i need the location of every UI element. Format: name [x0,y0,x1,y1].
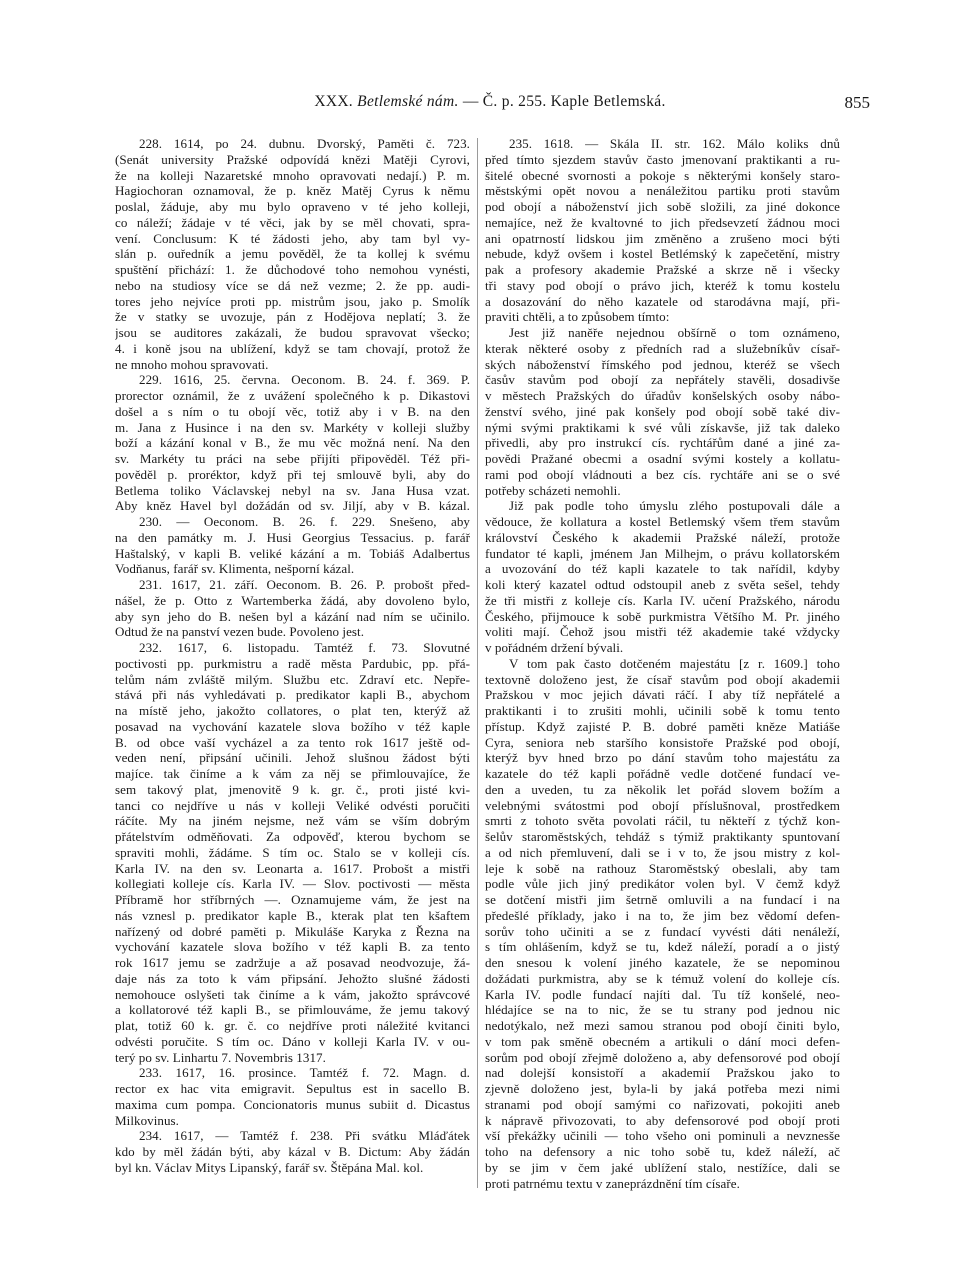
text-line: leje k sobě na rathouz Staroměstský obeslali, aby tam [485,860,840,876]
text-line: tanci co nejdříve u nás v kolleji Veliké odvésti poručiti [115,797,470,813]
text-line: koli který kazatel odtud odstoupil aneb z světa sešel, tehdy [485,577,840,592]
text-line: ráčíte. My na jiném nejsme, než vám se vším dobrým [115,813,470,829]
text-line: plat, totiž 60 k. gr. č. co nejdříve proti náležité kvitanci [115,1018,470,1033]
text-line: ne mnoho mohou spravovati. [115,356,269,372]
text-line: maxima cum pompa. Concionatoris munus subiit d. Dicastus [115,1096,470,1112]
text-line: šitelé obecné svornosti a pokoje s některými konšely staro- [485,167,840,183]
text-line: v městech Pražských do úřadův konšelských osoby nábo- [485,388,840,403]
text-line: kazatele do též kapli pořádně vedle dotčené fundací ve- [485,766,840,781]
text-line: že na kolleji Nazaretské mnoho opravovati nedají.) P. m. [115,167,470,183]
text-line: Cyra, seniora neb staršího konsistoře Pražské pod obojí, [485,734,840,750]
text-line: Karla IV. podle fundací najíti dal. Tu tíž konšelé, neo- [485,986,840,1002]
text-line: Jest již naněře nejednou obšírně o tom oznámeno, [509,325,840,340]
text-line: praktikanti i to zrušiti mohli, učinili sobě k tomu tento [485,703,840,718]
text-line: povědi Pražané obecmi a osadní svými kostely a kollatu- [485,451,840,466]
text-line: textovně doloženo jest, že císař stavům pod obojí akademii [485,671,840,687]
text-line: stranami pod obojí samými co nařizovati, pokojiti aneb [485,1096,840,1112]
text-line: potřeby scházeti nemohli. [485,482,621,498]
text-line: podle vůle jich jiný predikátor volen byl. V čemž když [485,876,840,892]
text-line: přístup. Když zajisté P. B. dobré paměti kněze Matiáše [485,718,840,734]
text-line: B. od obce vaší vycházel a za tento rok 1617 ještě od- [115,734,470,750]
text-line: m. Jana z Husince i na den sv. Markéty v kolleji služby [115,419,470,435]
text-line: kterak některé osoby z předních rad a služebníkův císař- [485,340,840,356]
text-line: pověděl p. proréktor, když při tej smlouvě byli, aby do [115,466,470,482]
text-line: smrti z tohoto světa povolati ráčil, tu někteří z týchž kon- [485,813,840,829]
text-line: vědouce, že kollatura a kostel Betlemský všem třem stavům [485,514,840,529]
text-line: nad dolejší konsistoří a akademií Pražskou jako to [485,1065,840,1081]
text-line: časův stavům pod obojí za nepřátely stavěli, dosadivše [485,372,840,388]
text-line: slán p. ouředník a jemu pověděl, že ta kollej k svému [115,246,470,262]
text-line: Pražskou v moc jejich dávati ráčí. I aby tíž nepřátelé a [485,687,840,703]
text-line: nařízený od dobré paměti p. Mikuláše Karyka z Řezna na [115,923,470,939]
text-line: hlédajíce se na to nic, že se tu strany pod jednou nic [485,1002,840,1018]
text-line: nebo na studiosy více se dá než vezme; 2. že pp. audi- [115,277,470,293]
text-line: k nápravě přivozovati, to aby defensorové pod obojí proti [485,1112,840,1128]
text-line: městskými opět novou a nenáležitou partiku proti stavům [485,183,840,199]
text-line: 231. 1617, 21. září. Oeconom. B. 26. P. probošt před- [139,577,470,592]
text-line: byl kn. Václav Mitys Lipanský, farář sv. Štěpána Mal. kol. [115,1159,424,1175]
text-line: království Českého k akademii Pražské náleží, protože [485,529,840,545]
text-line: 233. 1617, 16. prosince. Tamtéž f. 72. Magn. d. [139,1065,470,1081]
text-line: šelův staroměstských, tehdáž s týmiž praktikanty spuntovaní [485,829,840,844]
text-line: a kollatorové též kapli B., se přimlouváme, že jemu takový [115,1002,470,1018]
text-line: nedotýkalo, než mezi samou stranou pod obojí činiti bylo, [485,1018,840,1033]
text-line: Odtud že na panství vezen bude. Povoleno jest. [115,624,365,640]
text-line: kdo by měl žádán býti, aby kázal v B. Dictum: Aby žádán [115,1144,470,1159]
text-line: aby syn jeho do B. nešen byl a kázání nad ním se učinilo. [115,608,470,624]
text-line: terý po sv. Linhartu 7. Novembris 1317. [115,1049,326,1065]
text-line: v pořádném držení bývali. [485,640,624,655]
text-line: co náleží; žádaje v té věci, jak by se měl chovati, spra- [115,214,470,230]
right-column [485,136,840,1191]
text-line: kterýž byv hned brzo po dání stavům toho majestátu za [485,750,840,766]
text-line: den a uveden, tu za několik let pořád slovem božím a [485,781,840,797]
text-line: že tři mistři z kolleje cís. Karla IV. učení Pražského, národu [485,592,840,608]
text-line: nemohouce oslyšeti tak činíme a k vám, jakožto správcové [115,986,470,1002]
text-line: fundator té kapli, jménem Jan Milhejm, o právu kollatorském [485,545,840,561]
text-line: (Senát university Pražské odpovídá knězi Matěji Cyrovi, [115,151,470,167]
text-line: poslal, žáduje, aby mu bylo opraveno v té jeho kolleji, [115,199,470,214]
text-line: rector ex hac vita emigravit. Sepultus est in sacello B. [115,1081,470,1096]
running-title: XXX. Betlemské nám. — Č. p. 255. Kaple Betlemská. [314,93,666,110]
text-line: tři stavy pod obojí o právo jich, kteréž k tomu kostelu [485,277,840,293]
text-line: majíce. tak činíme a k vám za něj se přimlouvajíce, že [115,766,470,781]
text-line: nás vznesl p. predikator kaple B., kterak plat ten kšaftem [115,907,470,923]
text-line: proti patrnému textu v zaneprázdnění tím císaře. [485,1175,740,1191]
text-line: praviti chtěli, a to způsobem tímto: [485,309,670,325]
text-line: toho na defensory a nic toho sobě tu, kdež náleží, ač [485,1144,840,1159]
text-line: 4. i koně jsou na ublížení, když se tam chovají, protož že [115,340,470,356]
text-line: by se jim v čem jaké ublížení stalo, nestížíce, dali se [485,1159,840,1175]
page-number: 855 [844,93,870,112]
text-line: kollegiati kolleje cís. Karla IV. — Slov. poctivosti — města [115,876,470,892]
text-line: posavad na vychování kazatele slova božího v též kaple [115,718,470,734]
text-line: 235. 1618. — Skála II. str. 162. Málo koliks dnů [509,136,840,151]
text-line: ženství svého, jiné pak konšely pod obojí sobě také div- [485,403,840,419]
text-line: veden není, připsání učinili. Jehož slušnou žádost býti [115,750,470,766]
text-line: 229. 1616, 25. června. Oeconom. B. 24. f. 369. P. [139,372,470,388]
left-column [115,136,470,1176]
text-line: a od nich přemluvení, dali se i v to, že jsou mistry z kol- [485,844,840,860]
text-line: a uvozování do též kapli kazatele to tak nařídil, kdyby [485,561,840,577]
text-line: Vodňanus, farář sv. Klimenta, nešporní kázal. [115,561,355,577]
text-line: 230. — Oeconom. B. 26. f. 229. Snešeno, aby [139,514,470,529]
text-line: Betlema toliko Václavskej nebyl na sv. Jana Husa vzat. [115,482,470,498]
text-line: 232. 1617, 6. listopadu. Tamtéž f. 73. Slovutné [139,640,470,655]
text-line: rok 1617 jemu se zadržuje a až posavad neodvozuje, žá- [115,955,470,970]
text-line: 234. 1617, — Tamtéž f. 238. Při svátku Mláďátek [139,1128,470,1144]
text-line: sorům pod obojí zřejmě doloženo a, aby defensorové pod obojí [485,1049,840,1065]
text-line: Milkovinus. [115,1112,179,1128]
text-line: poctivosti pp. purkmistru a radě města Pardubic, pp. přá- [115,655,470,671]
text-line: Již pak podle toho úmyslu zlého postupovali dále a [509,498,840,514]
text-line: s tím ohlášením, když se tu, kdež náleží, poradí a o jistý [485,939,840,955]
text-line: a dosazování do něho kazatele od starodávna mají, při- [485,293,840,309]
text-line: rami pod obojí vládnouti a bez cís. rychtáře ani se o své [485,466,840,482]
text-line: telům nám zvláště milým. Službu etc. Zdraví etc. Nepře- [115,671,470,687]
text-line: velebnými svátostmi pod obojí příslušnoval, prostředkem [485,797,840,813]
text-line: V tom pak často dotčeném majestátu [z r. 1609.] toho [509,655,840,671]
text-line: Příbramě hor stříbrných —. Oznamujeme vám, že jest na [115,892,470,907]
text-line: vší překážky učinili — toho všeho oni pominuli a nevznesše [485,1128,840,1144]
running-header [110,93,870,117]
text-line: Haštalský, v kapli B. veliké kázání a m. Tobiáš Adalbertus [115,545,470,561]
text-line: došel a s ním o tu obojí věc, totiž aby i v B. na den [115,403,470,419]
text-line: voliti mají. Čehož jsou mistři též akademie také vždycky [485,624,840,640]
text-line: v tom pak směně obecném a artikuli o dání moci defen- [485,1033,840,1049]
text-line: boží a kázání konal v B., že mu věc možná není. Na den [115,435,470,451]
text-line: ani opatrností lidskou jim změněno a zrušeno moci býti [485,230,840,246]
text-line: předešlé příklady, jako i na to, že jim bez vědomí defen- [485,907,840,923]
text-line: tores jeho nejvíce proti pp. mistrům jsou, jako p. Smolík [115,293,470,309]
text-line: Aby kněz Havel byl dožádán od sv. Jiljí, aby v B. kázal. [115,498,470,514]
text-line: vení. Conclusum: K té žádosti jeho, aby tam byl vy- [115,230,470,246]
text-line: pod obojí a náboženství jich sobě složili, za jiné dokonce [485,199,840,214]
text-line: spraviti mohli, žádáme. S tím oc. Stalo se v kolleji cís. [115,844,470,860]
text-line: na místě jeho, jakožto collatores, o plat ten, kterýž až [115,703,470,718]
text-line: dožádati purkmistra, aby se k témuž volení do kolleje cís. [485,970,840,986]
text-line: Hagiochoran oznamoval, že p. kněz Matěj Cyrus k němu [115,183,470,199]
column-divider [477,138,478,1188]
text-line: přivedli, aby pro instrukcí cís. rychtářům dané a jiné za- [485,435,840,451]
text-line: sv. Markéty tu práci na sebe přijíti připověděl. Též při- [115,451,470,466]
text-line: stává při nás vyhledávati p. predikator kapli B., abychom [115,687,470,703]
text-line: sem takový plat, jmenovitě 9 k. gr. č., proti jisté kvi- [115,781,470,797]
text-line: nemajíce, než že kvaltovné to jich předsevzetí žádnou moci [485,214,840,230]
text-line: přátelstvím odměňovati. Za odpověď, kterou bychom se [115,829,470,844]
text-line: nebude, když ovšem i kostel Betlémský k zapečetění, mistry [485,246,840,262]
text-line: na den památky m. J. Husi Georgius Tessacius. p. farář [115,529,470,545]
text-line: ských náboženství římského pod jednou, kteréž se všech [485,356,840,372]
text-line: zjevně doloženo jest, byla-li by jaká potřeba mezi nimi [485,1081,840,1096]
text-line: jsou se auditores zakázali, že budou spravovat všecko; [115,325,470,340]
text-line: spuštění přichází: 1. že důchodové toho nemohou vynésti, [115,262,470,277]
text-line: daje nás za toto k vám připsání. Jehožto slušné žádosti [115,970,470,986]
text-line: nými svými praktikami k své vůli získavše, již tak daleko [485,419,840,435]
text-line: 228. 1614, po 24. dubnu. Dvorský, Paměti č. 723. [139,136,470,151]
text-line: Českého, přijmouce k sobě purkmistra Většího M. Pr. jiného [485,608,840,624]
text-line: odvésti poručite. S tím oc. Dáno v kolleji Karla IV. v ou- [115,1033,470,1049]
text-line: se dotčení mistři jim šetrně omluvili a na fundací i na [485,892,840,907]
text-line: vychování kazatele slova božího v též kapli B. za tento [115,939,470,955]
text-line: prorector oznámil, že z uvážení společného k p. Dikastovi [115,388,470,403]
text-line: nášel, že p. Otto z Wartemberka žádá, aby dovoleno bylo, [115,592,470,608]
text-line: den snesou k volení jiného kazatele, že se nepominou [485,955,840,970]
text-line: sorův toho učiniti a se z fundací vyvésti dáti nenáleží, [485,923,840,939]
text-line: Karla IV. na den sv. Leonarta a. 1617. Probošt a mistři [115,860,470,876]
text-line: že v statky se uvozuje, pán z Hodějova neplatí; 3. že [115,309,470,325]
text-line: před tímto sjezdem stavův často jmenovaní praktikanti a ru- [485,151,840,167]
text-line: pak a profesory akademie Pražské a skrze ně i všecky [485,262,840,277]
